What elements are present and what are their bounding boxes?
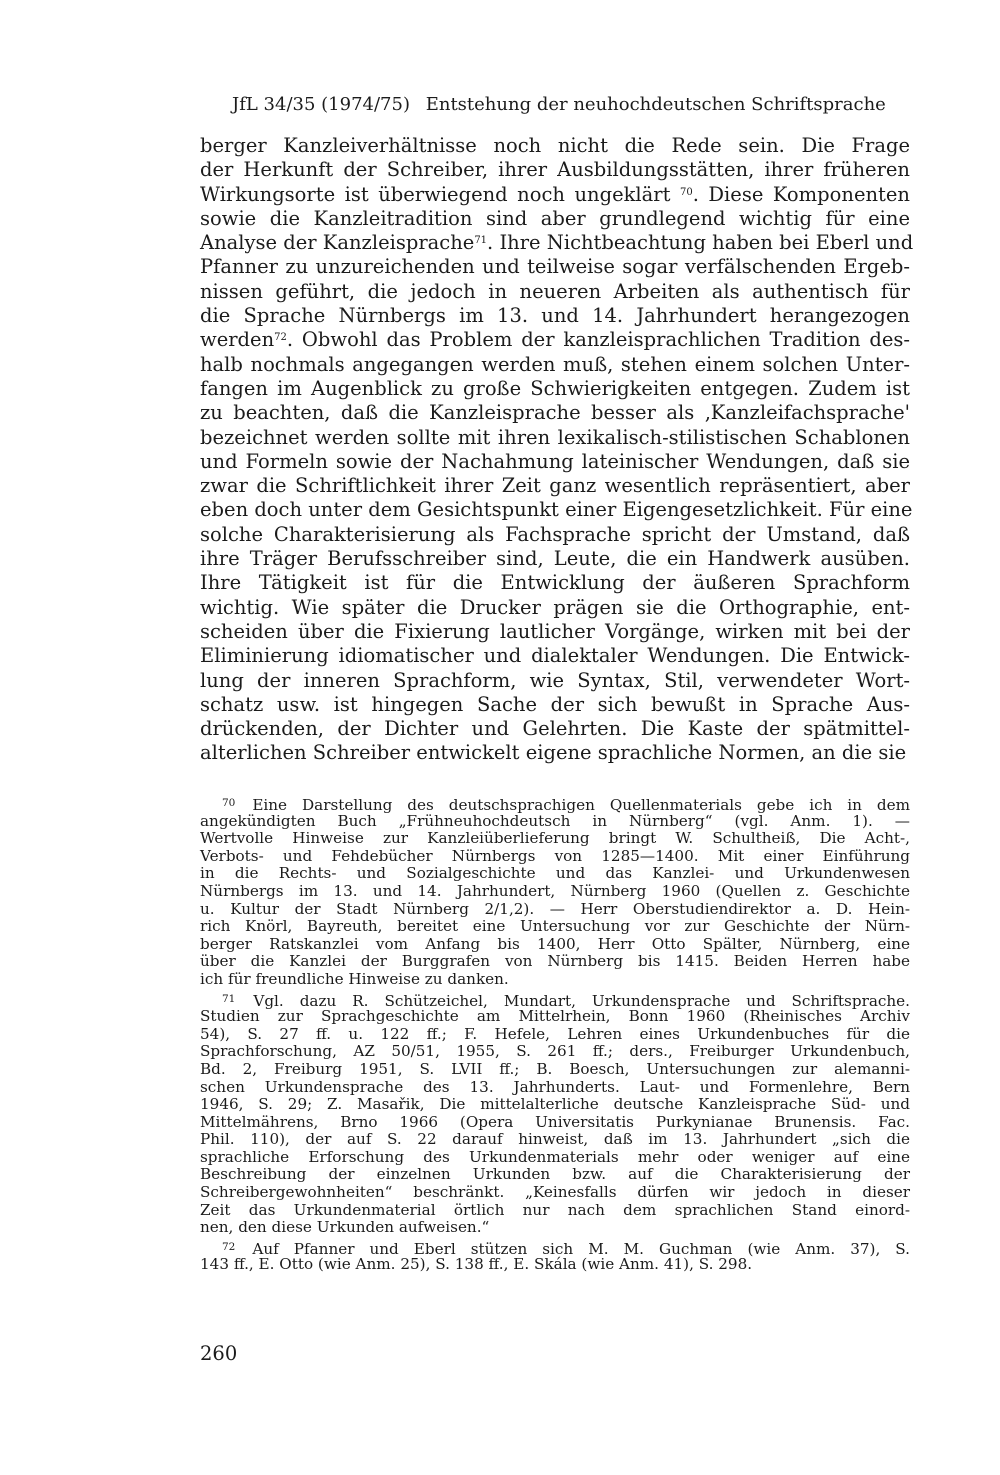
body-line: scheiden über die Fixierung lautlicher Vorgänge, wirken mit bei der [200, 619, 910, 643]
body-line: drückenden, der Dichter und Gelehrten. Die Kaste der spätmittel- [200, 717, 910, 741]
body-line: sowie die Kanzleitradition sind aber grundlegend wichtig für eine [200, 206, 910, 230]
footnote-line: Mittelmährens, Brno 1966 (Opera Universitatis Purkynianae Brunensis. Fac. [200, 1112, 910, 1131]
footnote-line: rich Knörl, Bayreuth, bereitet eine Untersuchung vor zur Geschichte der Nürn- [200, 917, 910, 936]
footnote-line: Zeit das Urkundenmaterial örtlich nur nach dem sprachlichen Stand einord- [200, 1200, 910, 1219]
body-line: nissen geführt, die jedoch in neueren Arbeiten als authentisch für [200, 279, 910, 303]
footnotes [200, 795, 910, 1274]
footnote-line [200, 991, 910, 1009]
body-line: und Formeln sowie der Nachahmung lateinischer Wendungen, daß sie [200, 449, 910, 473]
body-line: berger Kanzleiverhältnisse noch nicht die Rede sein. Die Frage [200, 134, 910, 157]
footnote-line: Phil. 110), der auf S. 22 darauf hinweist, daß im 13. Jahrhundert „sich die [200, 1130, 910, 1149]
footnote-number: 71 [222, 992, 236, 1005]
body-line: wichtig. Wie später die Drucker prägen sie die Orthographie, ent- [200, 595, 910, 619]
footnote-line: 143 ff., E. Otto (wie Anm. 25), S. 138 ff., E. Skála (wie Anm. 41), S. 298. [200, 1255, 753, 1274]
footnote-72 [200, 1239, 910, 1274]
footnote-line: schen Urkundensprache des 13. Jahrhunderts. Laut- und Formenlehre, Bern [200, 1077, 910, 1096]
body-line: bezeichnet werden sollte mit ihren lexikalisch-stilistischen Schablonen [200, 425, 910, 449]
footnote-line: Wertvolle Hinweise zur Kanzleiüberlieferung bringt W. Schultheiß, Die Acht-, [200, 829, 910, 848]
body-line: Pfanner zu unzureichenden und teilweise sogar verfälschenden Ergeb- [200, 255, 910, 279]
body-line: schatz usw. ist hingegen Sache der sich bewußt in Sprache Aus- [200, 692, 910, 716]
body-line: zwar die Schriftlichkeit ihrer Zeit ganz wesentlich repräsentiert, aber [200, 474, 910, 498]
body-line: fangen im Augenblick zu große Schwierigkeiten entgegen. Zudem ist [200, 376, 910, 400]
footnote-line: sprachliche Erforschung des Urkundenmaterials mehr oder weniger auf eine [200, 1147, 910, 1166]
footnote-line: Nürnbergs im 13. und 14. Jahrhundert, Nürnberg 1960 (Quellen z. Geschichte [200, 881, 910, 900]
body-line: halb nochmals angegangen werden muß, stehen einem solchen Unter- [200, 352, 910, 376]
footnote-line: angekündigten Buch „Frühneuhochdeutsch in Nürnberg“ (vgl. Anm. 1). — [200, 811, 910, 830]
body-line: der Herkunft der Schreiber, ihrer Ausbildungsstätten, ihrer früheren [200, 158, 910, 182]
body-text [200, 134, 914, 766]
footnote-line: Bd. 2, Freiburg 1951, S. LVII ff.; B. Boesch, Untersuchungen zur alemanni- [200, 1059, 910, 1078]
body-line: solche Charakterisierung als Fachsprache spricht der Umstand, daß [200, 522, 910, 546]
body-line: lung der inneren Sprachform, wie Syntax, Stil, verwendeter Wort- [200, 668, 910, 692]
footnote-line: Sprachforschung, AZ 50/51, 1955, S. 261 ff.; ders., Freiburger Urkundenbuch, [200, 1042, 910, 1061]
body-line: die Sprache Nürnbergs im 13. und 14. Jahrhundert herangezogen [200, 304, 910, 328]
body-line: werden$^{72}$. Obwohl das Problem der kanzleisprachlichen Tradition des- [200, 328, 910, 352]
running-title: Entstehung der neuhochdeutschen Schriftsprache [425, 94, 886, 115]
body-line: ihre Träger Berufsschreiber sind, Leute, die ein Handwerk ausüben. [200, 547, 910, 571]
body-line: Ihre Tätigkeit ist für die Entwicklung der äußeren Sprachform [200, 571, 910, 595]
body-line: alterlichen Schreiber entwickelt eigene sprachliche Normen, an die sie [200, 741, 907, 765]
body-line: eben doch unter dem Gesichtspunkt einer Eigengesetzlichkeit. Für eine [200, 498, 913, 522]
footnote-line [200, 1239, 910, 1257]
footnote-line: über die Kanzlei der Burggrafen von Nürnberg bis 1415. Beiden Herren habe [200, 952, 910, 971]
body-line: Eliminierung idiomatischer und dialektaler Wendungen. Die Entwick- [200, 644, 910, 668]
footnote-number: 72 [222, 1240, 236, 1253]
footnote-line: u. Kultur der Stadt Nürnberg 2/1,2). — Herr Oberstudiendirektor a. D. Hein- [200, 899, 910, 918]
footnote-line: 1946, S. 29; Z. Masařik, Die mittelalterliche deutsche Kanzleisprache Süd- und [200, 1095, 910, 1114]
body-line: zu beachten, daß die Kanzleisprache besser als ‚Kanzleifachsprache' [200, 401, 910, 425]
footnote-line: Beschreibung der einzelnen Urkunden bzw. auf die Charakterisierung der [200, 1165, 910, 1184]
footnote-line: Schreibergewohnheiten“ beschränkt. „Keinesfalls dürfen wir jedoch in dieser [200, 1183, 910, 1202]
footnote-line: Verbots- und Fehdebücher Nürnbergs von 1285—1400. Mit einer Einführung [200, 846, 910, 865]
footnote-line: berger Ratskanzlei vom Anfang bis 1400, Herr Otto Spälter, Nürnberg, eine [200, 934, 910, 953]
footnote-70 [200, 795, 910, 989]
footnote-text: Auf Pfanner und Eberl stützen sich M. M. Guchman (wie Anm. 37), S. [237, 1239, 910, 1258]
journal-reference: JfL 34/35 (1974/75) [232, 94, 410, 115]
running-head [232, 93, 886, 117]
footnote-line: in die Rechts- und Sozialgeschichte und das Kanzlei- und Urkundenwesen [200, 864, 910, 883]
footnote-line: 54), S. 27 ff. u. 122 ff.; F. Hefele, Lehren eines Urkundenbuches für die [200, 1024, 910, 1043]
footnote-line [200, 795, 910, 813]
footnote-text: Vgl. dazu R. Schützeichel, Mundart, Urkundensprache und Schriftsprache. [237, 991, 910, 1010]
footnote-text: Eine Darstellung des deutschsprachigen Quellenmaterials gebe ich in dem [237, 796, 910, 814]
footnote-71 [200, 991, 910, 1237]
body-line: Analyse der Kanzleisprache$^{71}$. Ihre Nichtbeachtung haben bei Eberl und [200, 231, 914, 255]
page-number: 260 [200, 1342, 238, 1365]
footnote-line: ich für freundliche Hinweise zu danken. [200, 969, 509, 988]
body-line: Wirkungsorte ist überwiegend noch ungeklärt $^{70}$. Diese Komponenten [200, 182, 910, 206]
footnote-line: nen, den diese Urkunden aufweisen.“ [200, 1218, 490, 1237]
footnote-line: Studien zur Sprachgeschichte am Mittelrhein, Bonn 1960 (Rheinisches Archiv [200, 1007, 910, 1026]
footnote-number: 70 [222, 797, 236, 809]
